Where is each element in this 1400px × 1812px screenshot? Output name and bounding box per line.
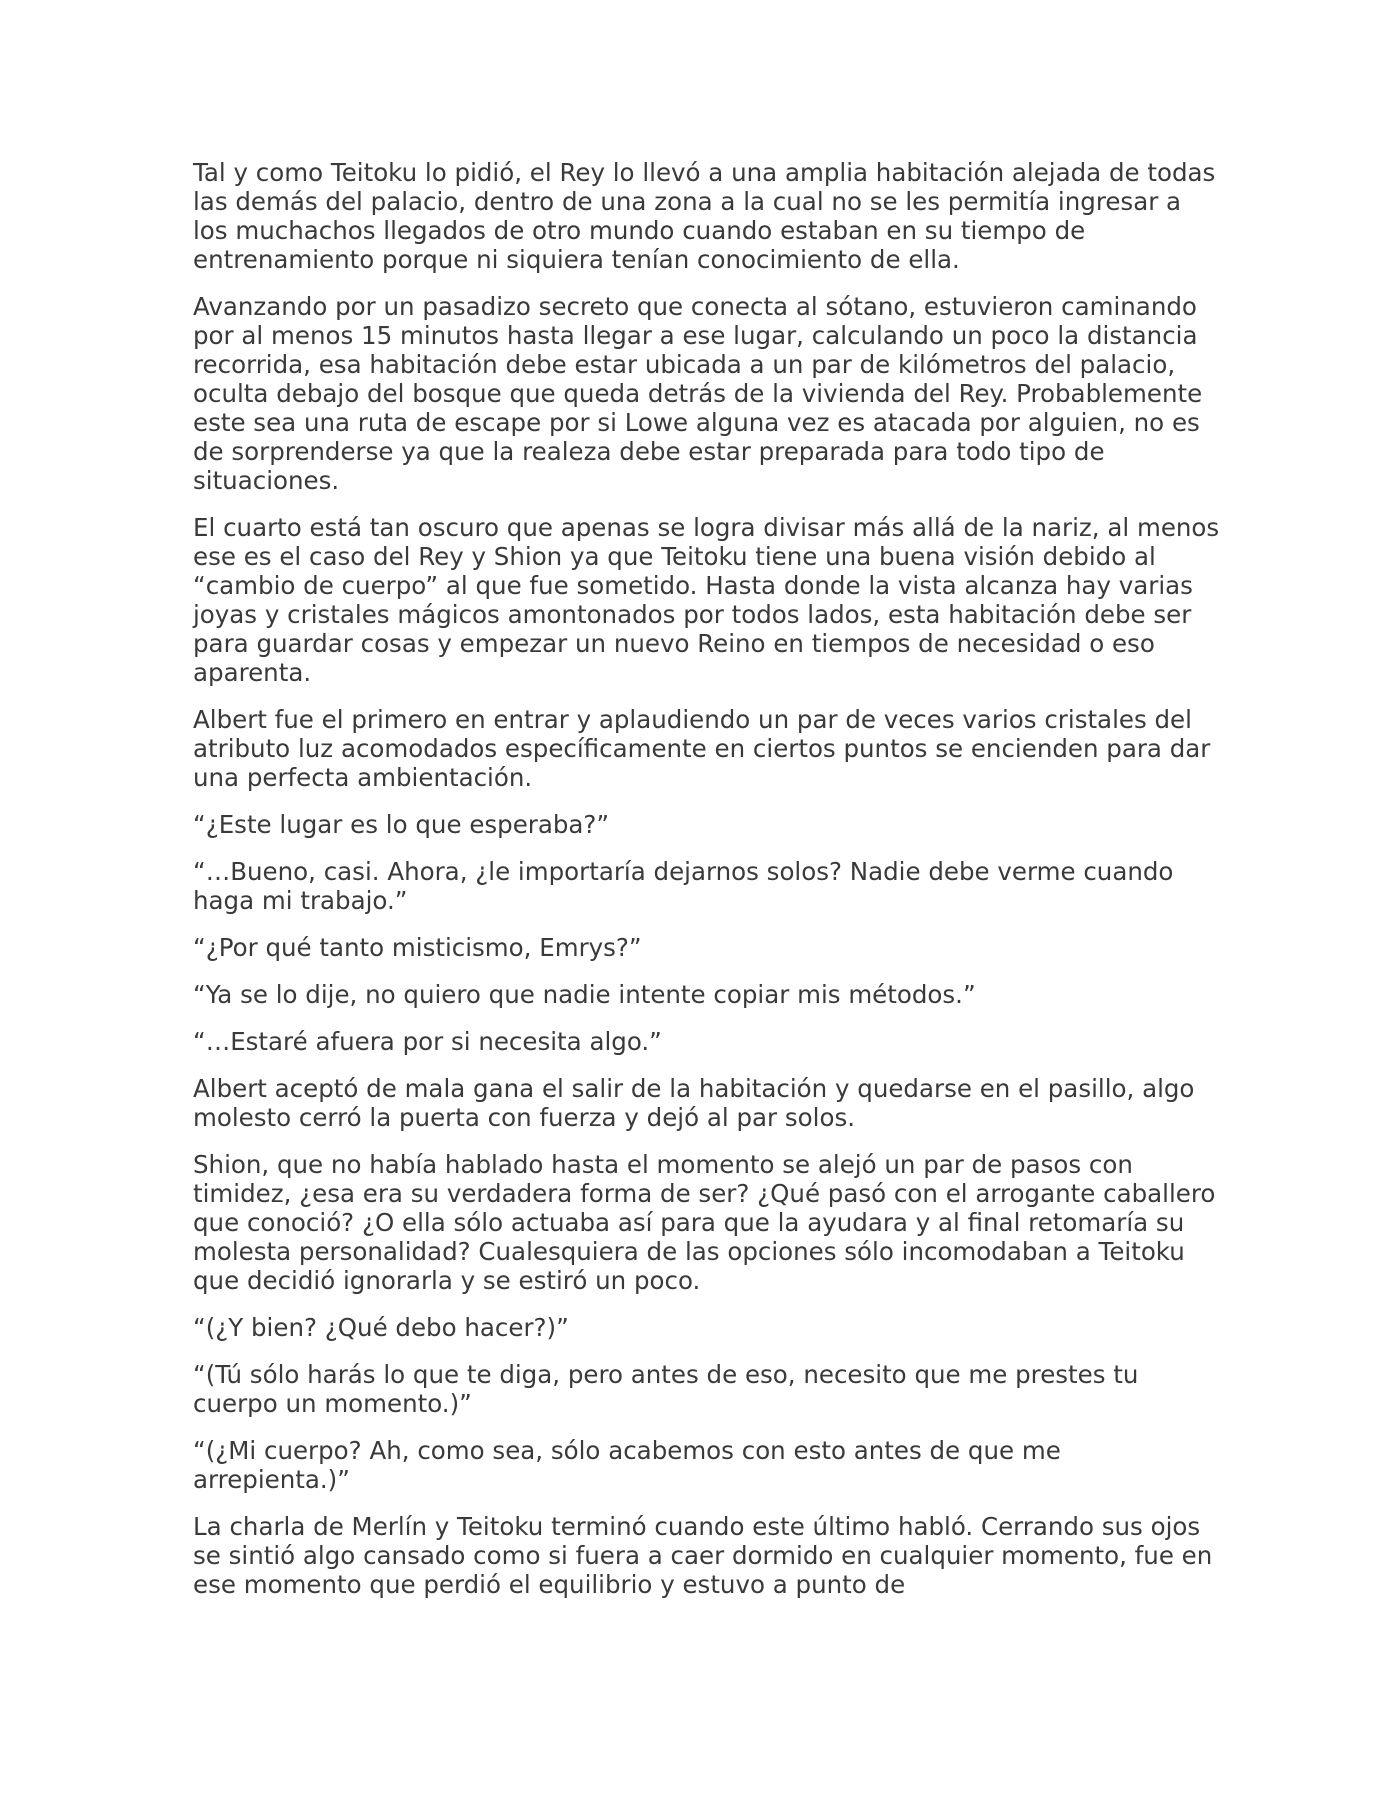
- dialogue-line: “(¿Y bien? ¿Qué debo hacer?)”: [193, 1313, 569, 1342]
- paragraph: La charla de Merlín y Teitoku terminó cuando este último habló. Cerrando sus ojos se sintió algo cansado como si fuera a caer dormido en cualquier momento, fue en ese momento que perdió el equilibrio y estuvo a punto de: [193, 1512, 1213, 1599]
- paragraph: Tal y como Teitoku lo pidió, el Rey lo llevó a una amplia habitación alejada de todas las demás del palacio, dentro de una zona a la cual no se les permitía ingresar a los muchachos llegados de otro mundo cuando estaban en su tiempo de entrenamiento porque ni siquiera tenían conocimiento de ella.: [193, 158, 1216, 274]
- paragraph: Albert fue el primero en entrar y aplaudiendo un par de veces varios cristales del atributo luz acomodados específicamente en ciertos puntos se encienden para dar una perfecta ambientación.: [193, 705, 1211, 792]
- dialogue-line: “…Estaré afuera por si necesita algo.”: [193, 1027, 662, 1056]
- document-body: [193, 158, 1223, 1617]
- paragraph: Albert aceptó de mala gana el salir de la habitación y quedarse en el pasillo, algo molesto cerró la puerta con fuerza y dejó al par solos.: [193, 1074, 1195, 1132]
- dialogue-line: “¿Por qué tanto misticismo, Emrys?”: [193, 933, 642, 962]
- paragraph: El cuarto está tan oscuro que apenas se logra divisar más allá de la nariz, al menos ese es el caso del Rey y Shion ya que Teitoku tiene una buena visión debido al “cambio de cuerpo” al que fue sometido. Hasta donde la vista alcanza hay varias joyas y cristales mágicos amontonados por todos lados, esta habitación debe ser para guardar cosas y empezar un nuevo Reino en tiempos de necesidad o eso aparenta.: [193, 513, 1220, 687]
- dialogue-line: “¿Este lugar es lo que esperaba?”: [193, 810, 610, 839]
- dialogue-line: “(Tú sólo harás lo que te diga, pero antes de eso, necesito que me prestes tu cuerpo un momento.)”: [193, 1360, 1139, 1418]
- paragraph: Shion, que no había hablado hasta el momento se alejó un par de pasos con timidez, ¿esa era su verdadera forma de ser? ¿Qué pasó con el arrogante caballero que conoció? ¿O ella sólo actuaba así para que la ayudara y al final retomaría su molesta personalidad? Cualesquiera de las opciones sólo incomodaban a Teitoku que decidió ignorarla y se estiró un poco.: [193, 1150, 1216, 1295]
- paragraph: Avanzando por un pasadizo secreto que conecta al sótano, estuvieron caminando por al menos 15 minutos hasta llegar a ese lugar, calculando un poco la distancia recorrida, esa habitación debe estar ubicada a un par de kilómetros del palacio, oculta debajo del bosque que queda detrás de la vivienda del Rey. Probablemente este sea una ruta de escape por si Lowe alguna vez es atacada por alguien, no es de sorprenderse ya que la realeza debe estar preparada para todo tipo de situaciones.: [193, 292, 1203, 495]
- dialogue-line: “…Bueno, casi. Ahora, ¿le importaría dejarnos solos? Nadie debe verme cuando haga mi trabajo.”: [193, 857, 1174, 915]
- dialogue-line: “Ya se lo dije, no quiero que nadie intente copiar mis métodos.”: [193, 980, 976, 1009]
- dialogue-line: “(¿Mi cuerpo? Ah, como sea, sólo acabemos con esto antes de que me arrepienta.)”: [193, 1436, 1061, 1494]
